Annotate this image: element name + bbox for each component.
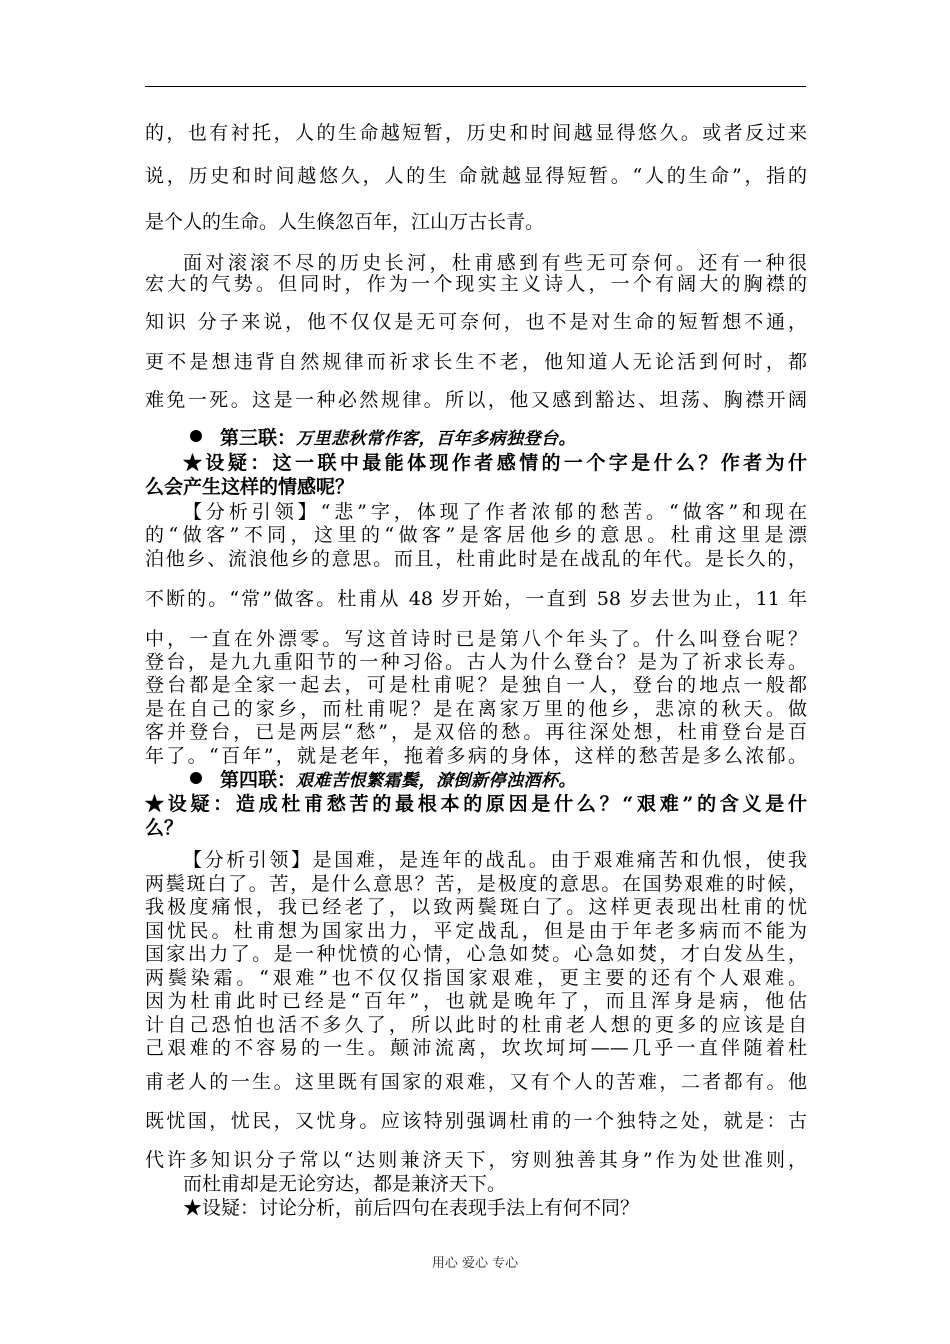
question-line: 么？ (145, 817, 184, 839)
text-line: 【分析引领】“悲”字，体现了作者浓郁的愁苦。“做客”和现在 (183, 501, 807, 523)
text-line: 【分析引领】是国难，是连年的战乱。由于艰难痛苦和仇恨，使我 (183, 849, 807, 871)
couplet-label: 第三联： (220, 427, 297, 449)
bullet-icon (190, 772, 202, 784)
question-line: ★设疑：造成杜甫愁苦的最根本的原因是什么？“艰难”的含义是什 (145, 793, 807, 815)
text-line: 知识 分子来说，他不仅仅是无可奈何，也不是对生命的短暂想不通， (145, 311, 807, 333)
couplet-label: 第四联： (220, 769, 297, 791)
text-line: 的，也有衬托，人的生命越短暂，历史和时间越显得悠久。或者反过来 (145, 122, 807, 144)
text-line: 年了。“百年”，就是老年，拖着多病的身体，这样的愁苦是多么浓郁。 (145, 745, 807, 767)
text-line: 因为杜甫此时已经是“百年”，也就是晚年了，而且浑身是病，他估 (145, 990, 807, 1012)
text-line: 泊他乡、流浪他乡的意思。而且，杜甫此时是在战乱的年代。是长久的， (145, 548, 807, 570)
text-line: 宏大的气势。但同时，作为一个现实主义诗人，一个有阔大的胸襟的 (145, 273, 807, 295)
text-line: 计自己恐怕也活不多久了，所以此时的杜甫老人想的更多的应该是自 (145, 1014, 807, 1036)
text-line: 代许多知识分子常以“达则兼济天下，穷则独善其身”作为处世准则， (145, 1149, 807, 1171)
text-line: 中，一直在外漂零。写这首诗时已是第八个年头了。什么叫登台呢？ (145, 628, 807, 650)
text-line: 面对滚滚不尽的历史长河，杜甫感到有些无可奈何。还有一种很 (183, 252, 807, 274)
text-line: 国家出力了。是一种忧愤的心情，心急如焚。心急如焚，才白发丛生， (145, 943, 807, 965)
page-footer: 用心 爱心 专心 (431, 1256, 519, 1271)
text-line: 难免一死。这是一种必然规律。所以，他又感到豁达、坦荡、胸襟开阔 (145, 389, 807, 411)
text-line: 是个人的生命。人生倏忽百年，江山万古长青。 (145, 211, 545, 233)
question-line: ★设疑：讨论分析，前后四句在表现手法上有何不同？ (183, 1197, 640, 1219)
text-line: 我极度痛恨，我已经老了，以致两鬓斑白了。这样更表现出杜甫的忧 (145, 896, 807, 918)
text-line: 登台，是九九重阳节的一种习俗。古人为什么登台？是为了祈求长寿。 (145, 651, 807, 673)
couplet-verse: 万里悲秋常作客，百年多病独登台。 (296, 429, 577, 449)
text-line: 的“做客”不同，这里的“做客”是客居他乡的意思。杜甫这里是漂 (145, 524, 807, 546)
text-line: 两鬓斑白了。苦，是什么意思？苦，是极度的意思。在国势艰难的时候， (145, 873, 807, 895)
text-line: 而杜甫却是无论穷达，都是兼济天下。 (183, 1173, 507, 1195)
bullet-icon (190, 430, 202, 442)
text-line: 两鬓染霜。“艰难”也不仅仅指国家艰难，更主要的还有个人艰难。 (145, 967, 807, 989)
text-line: 说，历史和时间越悠久，人的生 命就越显得短暂。“人的生命”，指的 (145, 165, 807, 187)
text-line: 登台都是全家一起去，可是杜甫呢？是独自一人，登台的地点一般都 (145, 674, 807, 696)
text-line: 更不是想违背自然规律而祈求长生不老，他知道人无论活到何时，都 (145, 351, 807, 373)
text-line: 甫老人的一生。这里既有国家的艰难，又有个人的苦难，二者都有。他 (145, 1071, 807, 1093)
text-line: 己艰难的不容易的一生。颠沛流离，坎坎坷坷——几乎一直伴随着杜 (145, 1037, 807, 1059)
question-line: ★设疑：这一联中最能体现作者感情的一个字是什么？作者为什 (183, 452, 807, 474)
text-line: 客并登台，已是两层“愁”，是双倍的愁。再往深处想，杜甫登台是百 (145, 721, 807, 743)
couplet-verse: 艰难苦恨繁霜鬓，潦倒新停浊酒杯。 (296, 771, 577, 791)
question-line: 么会产生这样的情感呢？ (145, 476, 355, 498)
text-line: 既忧国，忧民，又忧身。应该特别强调杜甫的一个独特之处，就是：古 (145, 1110, 807, 1132)
text-line: 国忧民。杜甫想为国家出力，平定战乱，但是由于年老多病而不能为 (145, 920, 807, 942)
header-rule (145, 86, 806, 87)
text-line: 是在自己的家乡，而杜甫呢？是在离家万里的他乡，悲凉的秋天。做 (145, 698, 807, 720)
text-line: 不断的。“常”做客。杜甫从 48 岁开始，一直到 58 岁去世为止，11 年 (145, 588, 807, 610)
couplet-four-heading (190, 768, 807, 793)
couplet-three-heading (190, 426, 807, 451)
